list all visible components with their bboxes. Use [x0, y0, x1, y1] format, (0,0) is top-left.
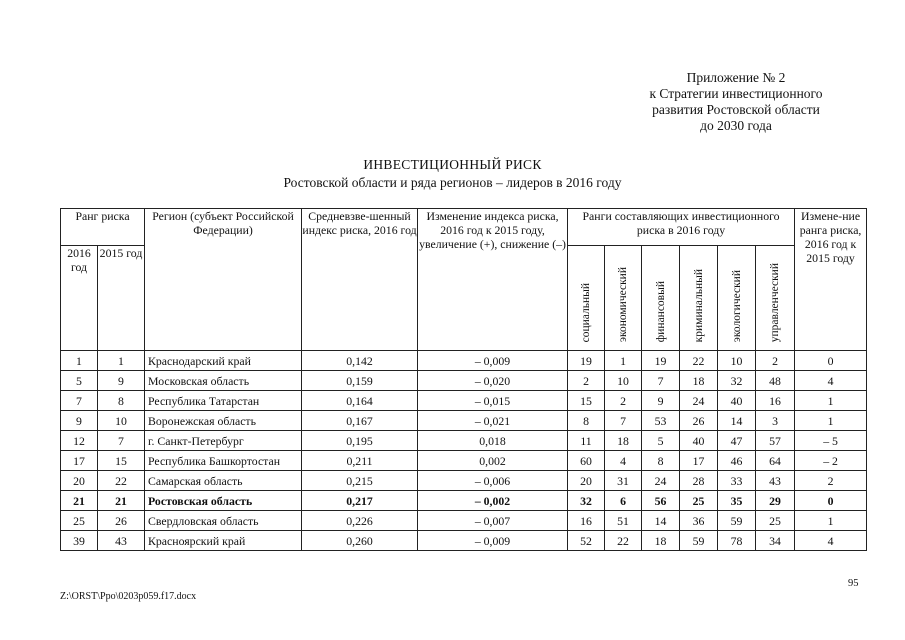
- cell-financial: 56: [642, 491, 680, 511]
- cell-rank-2016: 7: [61, 391, 98, 411]
- risk-table: [60, 208, 867, 551]
- header-component-ranks: Ранги составляющих инвестиционного риска в 2016 году: [568, 209, 795, 246]
- cell-criminal: 22: [680, 351, 718, 371]
- cell-social: 8: [568, 411, 605, 431]
- cell-economic: 7: [605, 411, 642, 431]
- cell-criminal: 25: [680, 491, 718, 511]
- cell-rank-2016: 12: [61, 431, 98, 451]
- cell-social: 52: [568, 531, 605, 551]
- cell-change: 0,018: [418, 431, 568, 451]
- cell-ecological: 46: [718, 451, 756, 471]
- cell-economic: 22: [605, 531, 642, 551]
- cell-rank-change: 4: [795, 371, 867, 391]
- cell-change: – 0,020: [418, 371, 568, 391]
- cell-managerial: 2: [756, 351, 795, 371]
- cell-region: Самарская область: [145, 471, 302, 491]
- cell-rank-2016: 1: [61, 351, 98, 371]
- cell-rank-change: – 2: [795, 451, 867, 471]
- cell-rank-2016: 9: [61, 411, 98, 431]
- component-label: экологический: [730, 269, 743, 342]
- cell-rank-2015: 7: [98, 431, 145, 451]
- cell-ecological: 40: [718, 391, 756, 411]
- table-row: [61, 531, 867, 551]
- header-component-economic: [605, 246, 642, 351]
- cell-social: 16: [568, 511, 605, 531]
- header-avg-index: Средневзве-шенный индекс риска, 2016 год: [302, 209, 418, 351]
- cell-change: – 0,009: [418, 531, 568, 551]
- cell-rank-2016: 17: [61, 451, 98, 471]
- cell-financial: 24: [642, 471, 680, 491]
- cell-financial: 9: [642, 391, 680, 411]
- appendix-line-3: развития Ростовской области: [652, 102, 820, 117]
- component-label: управленческий: [769, 262, 782, 342]
- cell-managerial: 57: [756, 431, 795, 451]
- cell-criminal: 18: [680, 371, 718, 391]
- cell-managerial: 43: [756, 471, 795, 491]
- cell-financial: 8: [642, 451, 680, 471]
- cell-rank-change: 1: [795, 391, 867, 411]
- cell-change: – 0,015: [418, 391, 568, 411]
- cell-economic: 2: [605, 391, 642, 411]
- cell-index: 0,195: [302, 431, 418, 451]
- cell-rank-2015: 21: [98, 491, 145, 511]
- component-label: социальный: [580, 282, 593, 342]
- cell-ecological: 10: [718, 351, 756, 371]
- header-component-managerial: [756, 246, 795, 351]
- cell-index: 0,226: [302, 511, 418, 531]
- component-label: экономический: [617, 267, 630, 342]
- cell-change: – 0,002: [418, 491, 568, 511]
- cell-social: 15: [568, 391, 605, 411]
- cell-economic: 51: [605, 511, 642, 531]
- cell-criminal: 24: [680, 391, 718, 411]
- header-component-criminal: [680, 246, 718, 351]
- cell-rank-2015: 15: [98, 451, 145, 471]
- cell-criminal: 28: [680, 471, 718, 491]
- cell-ecological: 33: [718, 471, 756, 491]
- table-row: [61, 391, 867, 411]
- cell-rank-2015: 43: [98, 531, 145, 551]
- cell-social: 19: [568, 351, 605, 371]
- document-title: [0, 156, 905, 192]
- cell-change: 0,002: [418, 451, 568, 471]
- cell-rank-2015: 22: [98, 471, 145, 491]
- cell-rank-change: 2: [795, 471, 867, 491]
- cell-financial: 53: [642, 411, 680, 431]
- cell-ecological: 78: [718, 531, 756, 551]
- cell-ecological: 32: [718, 371, 756, 391]
- header-change-index: Изменение индекса риска, 2016 год к 2015 году, увеличение (+), снижение (–): [418, 209, 568, 351]
- cell-financial: 5: [642, 431, 680, 451]
- cell-criminal: 40: [680, 431, 718, 451]
- table-row: [61, 411, 867, 431]
- title-sub: Ростовской области и ряда регионов – лидеров в 2016 году: [283, 175, 622, 190]
- cell-index: 0,260: [302, 531, 418, 551]
- table-row: [61, 511, 867, 531]
- component-label: финансовый: [654, 280, 667, 342]
- footer-file-path: Z:\ORST\Ppo\0203p059.f17.docx: [60, 591, 197, 602]
- cell-rank-2015: 26: [98, 511, 145, 531]
- cell-rank-2015: 9: [98, 371, 145, 391]
- cell-social: 2: [568, 371, 605, 391]
- header-region: Регион (субъект Российской Федерации): [145, 209, 302, 351]
- cell-region: Ростовская область: [145, 491, 302, 511]
- cell-rank-2016: 20: [61, 471, 98, 491]
- cell-ecological: 59: [718, 511, 756, 531]
- cell-social: 32: [568, 491, 605, 511]
- cell-ecological: 35: [718, 491, 756, 511]
- header-rank: Ранг риска: [61, 209, 145, 246]
- cell-criminal: 17: [680, 451, 718, 471]
- header-component-financial: [642, 246, 680, 351]
- cell-financial: 19: [642, 351, 680, 371]
- cell-index: 0,215: [302, 471, 418, 491]
- header-component-ecological: [718, 246, 756, 351]
- cell-index: 0,217: [302, 491, 418, 511]
- table-row-highlighted: [61, 491, 867, 511]
- page-number: 95: [848, 578, 859, 589]
- appendix-line-4: до 2030 года: [700, 118, 772, 133]
- cell-region: Краснодарский край: [145, 351, 302, 371]
- appendix-header: [560, 70, 905, 134]
- cell-region: Свердловская область: [145, 511, 302, 531]
- appendix-line-2: к Стратегии инвестиционного: [649, 86, 823, 101]
- cell-index: 0,167: [302, 411, 418, 431]
- component-label: криминальный: [692, 268, 705, 342]
- table-row: [61, 471, 867, 491]
- cell-managerial: 64: [756, 451, 795, 471]
- header-rank-change: Измене-ние ранга риска, 2016 год к 2015 году: [795, 209, 867, 351]
- cell-rank-change: 0: [795, 351, 867, 371]
- table-row: [61, 451, 867, 471]
- cell-ecological: 47: [718, 431, 756, 451]
- cell-region: Воронежская область: [145, 411, 302, 431]
- cell-change: – 0,009: [418, 351, 568, 371]
- cell-ecological: 14: [718, 411, 756, 431]
- cell-rank-2016: 5: [61, 371, 98, 391]
- cell-economic: 10: [605, 371, 642, 391]
- cell-social: 20: [568, 471, 605, 491]
- cell-financial: 18: [642, 531, 680, 551]
- cell-index: 0,211: [302, 451, 418, 471]
- cell-index: 0,159: [302, 371, 418, 391]
- cell-index: 0,164: [302, 391, 418, 411]
- cell-change: – 0,021: [418, 411, 568, 431]
- cell-region: Республика Татарстан: [145, 391, 302, 411]
- cell-index: 0,142: [302, 351, 418, 371]
- risk-table-body: [61, 351, 867, 551]
- appendix-line-1: Приложение № 2: [686, 70, 786, 85]
- header-component-social: [568, 246, 605, 351]
- cell-region: Красноярский край: [145, 531, 302, 551]
- table-row: [61, 431, 867, 451]
- cell-managerial: 34: [756, 531, 795, 551]
- cell-rank-change: 1: [795, 511, 867, 531]
- cell-managerial: 29: [756, 491, 795, 511]
- cell-region: Республика Башкортостан: [145, 451, 302, 471]
- cell-economic: 4: [605, 451, 642, 471]
- cell-change: – 0,007: [418, 511, 568, 531]
- table-row: [61, 351, 867, 371]
- cell-economic: 18: [605, 431, 642, 451]
- cell-rank-2015: 10: [98, 411, 145, 431]
- cell-economic: 6: [605, 491, 642, 511]
- cell-managerial: 3: [756, 411, 795, 431]
- cell-managerial: 25: [756, 511, 795, 531]
- cell-rank-2016: 39: [61, 531, 98, 551]
- header-rank-2016: 2016 год: [61, 246, 98, 351]
- cell-rank-change: 1: [795, 411, 867, 431]
- cell-financial: 14: [642, 511, 680, 531]
- header-rank-2015: 2015 год: [98, 246, 145, 351]
- cell-economic: 1: [605, 351, 642, 371]
- cell-region: г. Санкт-Петербург: [145, 431, 302, 451]
- cell-rank-change: 0: [795, 491, 867, 511]
- cell-criminal: 59: [680, 531, 718, 551]
- cell-region: Московская область: [145, 371, 302, 391]
- cell-economic: 31: [605, 471, 642, 491]
- table-row: [61, 371, 867, 391]
- cell-social: 60: [568, 451, 605, 471]
- cell-criminal: 26: [680, 411, 718, 431]
- cell-rank-2015: 8: [98, 391, 145, 411]
- cell-rank-2016: 25: [61, 511, 98, 531]
- cell-criminal: 36: [680, 511, 718, 531]
- cell-managerial: 48: [756, 371, 795, 391]
- cell-financial: 7: [642, 371, 680, 391]
- cell-rank-change: 4: [795, 531, 867, 551]
- cell-rank-2016: 21: [61, 491, 98, 511]
- cell-rank-change: – 5: [795, 431, 867, 451]
- cell-social: 11: [568, 431, 605, 451]
- cell-managerial: 16: [756, 391, 795, 411]
- title-main: ИНВЕСТИЦИОННЫЙ РИСК: [363, 157, 542, 172]
- cell-rank-2015: 1: [98, 351, 145, 371]
- cell-change: – 0,006: [418, 471, 568, 491]
